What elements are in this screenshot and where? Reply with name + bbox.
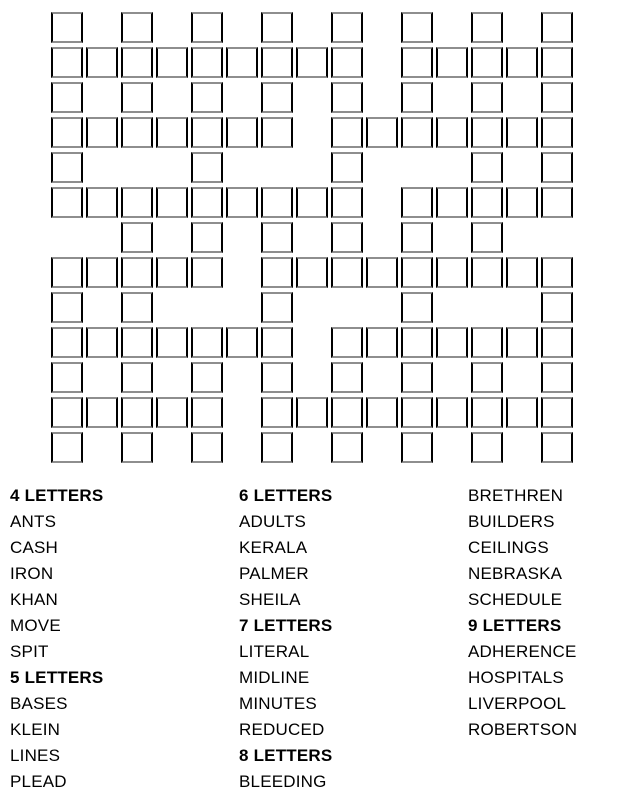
word-item: KLEIN: [10, 720, 61, 739]
grid-cell[interactable]: [331, 82, 363, 113]
grid-cell[interactable]: [121, 82, 153, 113]
grid-cell[interactable]: [296, 187, 328, 218]
grid-cell[interactable]: [296, 257, 328, 288]
grid-cell[interactable]: [506, 327, 538, 358]
grid-cell[interactable]: [261, 327, 293, 358]
word-item: ANTS: [10, 512, 57, 531]
word-item: PALMER: [239, 564, 309, 583]
grid-cell[interactable]: [226, 117, 258, 148]
grid-cell[interactable]: [331, 432, 363, 463]
grid-cell[interactable]: [121, 47, 153, 78]
word-item: BRETHREN: [468, 486, 564, 505]
word-item: CASH: [10, 538, 59, 557]
grid-cell[interactable]: [156, 47, 188, 78]
word-length-heading: 6 LETTERS: [239, 486, 333, 505]
grid-cell[interactable]: [436, 117, 468, 148]
grid-cell[interactable]: [541, 82, 573, 113]
grid-cell[interactable]: [436, 327, 468, 358]
word-item: ROBERTSON: [468, 720, 578, 739]
grid-cell[interactable]: [191, 187, 223, 218]
grid-cell[interactable]: [156, 327, 188, 358]
word-item: HOSPITALS: [468, 668, 564, 687]
grid-cell[interactable]: [401, 47, 433, 78]
word-item: IRON: [10, 564, 54, 583]
word-item: LINES: [10, 746, 61, 765]
grid-cell[interactable]: [121, 327, 153, 358]
grid-cell[interactable]: [401, 432, 433, 463]
grid-cell[interactable]: [541, 117, 573, 148]
word-item: NEBRASKA: [468, 564, 563, 583]
grid-cell[interactable]: [541, 152, 573, 183]
grid-cell[interactable]: [51, 257, 83, 288]
grid-cell[interactable]: [331, 257, 363, 288]
grid-cell[interactable]: [86, 117, 118, 148]
grid-cell[interactable]: [51, 292, 83, 323]
grid-cell[interactable]: [506, 187, 538, 218]
grid-cell[interactable]: [51, 82, 83, 113]
word-item: KHAN: [10, 590, 59, 609]
grid-cell[interactable]: [191, 362, 223, 393]
grid-cell[interactable]: [296, 47, 328, 78]
grid-cell[interactable]: [191, 152, 223, 183]
grid-cell[interactable]: [261, 292, 293, 323]
grid-cell[interactable]: [226, 187, 258, 218]
grid-cell[interactable]: [471, 152, 503, 183]
grid-cell[interactable]: [261, 397, 293, 428]
word-item: SPIT: [10, 642, 49, 661]
grid-cell[interactable]: [401, 187, 433, 218]
grid-cell[interactable]: [191, 82, 223, 113]
word-item: LIVERPOOL: [468, 694, 567, 713]
grid-cell[interactable]: [401, 362, 433, 393]
grid-cell[interactable]: [471, 12, 503, 43]
grid-cell[interactable]: [121, 257, 153, 288]
word-item: ADHERENCE: [468, 642, 577, 661]
grid-cell[interactable]: [51, 12, 83, 43]
word-item: LITERAL: [239, 642, 310, 661]
grid-cell[interactable]: [261, 222, 293, 253]
word-item: PLEAD: [10, 772, 67, 791]
grid-cell[interactable]: [541, 397, 573, 428]
grid-cell[interactable]: [401, 82, 433, 113]
grid-cell[interactable]: [191, 47, 223, 78]
word-length-heading: 9 LETTERS: [468, 616, 562, 635]
grid-cell[interactable]: [401, 327, 433, 358]
grid-cell[interactable]: [51, 187, 83, 218]
grid-cell[interactable]: [471, 222, 503, 253]
grid-cell[interactable]: [331, 222, 363, 253]
grid-cell[interactable]: [401, 12, 433, 43]
grid-cell[interactable]: [86, 397, 118, 428]
word-item: MINUTES: [239, 694, 317, 713]
grid-cell[interactable]: [331, 152, 363, 183]
grid-cell[interactable]: [261, 47, 293, 78]
grid-cell[interactable]: [436, 397, 468, 428]
grid-cell[interactable]: [191, 432, 223, 463]
word-length-heading: 8 LETTERS: [239, 746, 333, 765]
grid-cell[interactable]: [436, 257, 468, 288]
grid-cell[interactable]: [331, 12, 363, 43]
grid-cell[interactable]: [191, 257, 223, 288]
grid-cell[interactable]: [156, 117, 188, 148]
grid-cell[interactable]: [366, 327, 398, 358]
grid-cell[interactable]: [471, 82, 503, 113]
grid-cell[interactable]: [331, 187, 363, 218]
grid-cell[interactable]: [296, 397, 328, 428]
grid-cell[interactable]: [86, 257, 118, 288]
grid-cell[interactable]: [541, 187, 573, 218]
grid-cell[interactable]: [226, 47, 258, 78]
word-item: MIDLINE: [239, 668, 310, 687]
word-list-column-2: [239, 483, 464, 795]
grid-cell[interactable]: [261, 82, 293, 113]
grid-cell[interactable]: [86, 47, 118, 78]
grid-cell[interactable]: [121, 362, 153, 393]
grid-cell[interactable]: [366, 117, 398, 148]
grid-cell[interactable]: [401, 257, 433, 288]
grid-cell[interactable]: [51, 152, 83, 183]
word-list-column-3: [468, 483, 622, 743]
grid-cell[interactable]: [191, 222, 223, 253]
grid-cell[interactable]: [471, 47, 503, 78]
grid-cell[interactable]: [261, 12, 293, 43]
word-item: BUILDERS: [468, 512, 555, 531]
word-item: SHEILA: [239, 590, 301, 609]
grid-cell[interactable]: [471, 327, 503, 358]
grid-cell[interactable]: [331, 117, 363, 148]
grid-cell[interactable]: [86, 327, 118, 358]
grid-cell[interactable]: [401, 117, 433, 148]
grid-cell[interactable]: [191, 397, 223, 428]
word-list-column-1: [10, 483, 235, 795]
grid-cell[interactable]: [506, 257, 538, 288]
grid-cell[interactable]: [261, 257, 293, 288]
grid-cell[interactable]: [51, 397, 83, 428]
grid-cell[interactable]: [121, 12, 153, 43]
word-item: BASES: [10, 694, 68, 713]
grid-cell[interactable]: [366, 257, 398, 288]
grid-cell[interactable]: [541, 362, 573, 393]
grid-cell[interactable]: [436, 187, 468, 218]
grid-cell[interactable]: [331, 327, 363, 358]
grid-cell[interactable]: [471, 362, 503, 393]
grid-cell[interactable]: [331, 47, 363, 78]
grid-cell[interactable]: [541, 257, 573, 288]
word-length-heading: 5 LETTERS: [10, 668, 104, 687]
grid-cell[interactable]: [541, 432, 573, 463]
grid-cell[interactable]: [541, 327, 573, 358]
grid-cell[interactable]: [436, 47, 468, 78]
grid-cell[interactable]: [121, 187, 153, 218]
grid-cell[interactable]: [366, 397, 398, 428]
word-item: SCHEDULE: [468, 590, 563, 609]
word-length-heading: 7 LETTERS: [239, 616, 333, 635]
grid-cell[interactable]: [541, 12, 573, 43]
grid-cell[interactable]: [401, 222, 433, 253]
grid-cell[interactable]: [121, 222, 153, 253]
grid-cell[interactable]: [471, 117, 503, 148]
grid-cell[interactable]: [261, 432, 293, 463]
grid-cell[interactable]: [121, 432, 153, 463]
grid-cell[interactable]: [51, 432, 83, 463]
grid-cell[interactable]: [121, 117, 153, 148]
grid-cell[interactable]: [156, 397, 188, 428]
grid-cell[interactable]: [506, 47, 538, 78]
grid-cell[interactable]: [506, 117, 538, 148]
grid-cell[interactable]: [51, 327, 83, 358]
grid-cell[interactable]: [471, 187, 503, 218]
grid-cell[interactable]: [261, 187, 293, 218]
word-item: CEILINGS: [468, 538, 549, 557]
grid-cell[interactable]: [401, 292, 433, 323]
grid-cell[interactable]: [471, 432, 503, 463]
grid-cell[interactable]: [121, 292, 153, 323]
grid-cell[interactable]: [471, 397, 503, 428]
grid-cell[interactable]: [51, 362, 83, 393]
grid-cell[interactable]: [156, 257, 188, 288]
grid-cell[interactable]: [191, 327, 223, 358]
grid-cell[interactable]: [261, 117, 293, 148]
grid-cell[interactable]: [471, 257, 503, 288]
word-item: REDUCED: [239, 720, 325, 739]
grid-cell[interactable]: [541, 47, 573, 78]
grid-cell[interactable]: [156, 187, 188, 218]
grid-cell[interactable]: [506, 397, 538, 428]
grid-cell[interactable]: [51, 117, 83, 148]
grid-cell[interactable]: [191, 117, 223, 148]
grid-cell[interactable]: [226, 327, 258, 358]
grid-cell[interactable]: [121, 397, 153, 428]
word-item: KERALA: [239, 538, 308, 557]
grid-cell[interactable]: [541, 292, 573, 323]
word-item: MOVE: [10, 616, 61, 635]
word-item: BLEEDING: [239, 772, 327, 791]
word-length-heading: 4 LETTERS: [10, 486, 104, 505]
grid-cell[interactable]: [51, 47, 83, 78]
grid-cell[interactable]: [261, 362, 293, 393]
grid-cell[interactable]: [401, 397, 433, 428]
grid-cell[interactable]: [331, 397, 363, 428]
grid-cell[interactable]: [191, 12, 223, 43]
grid-cell[interactable]: [331, 362, 363, 393]
grid-cell[interactable]: [86, 187, 118, 218]
word-item: ADULTS: [239, 512, 307, 531]
